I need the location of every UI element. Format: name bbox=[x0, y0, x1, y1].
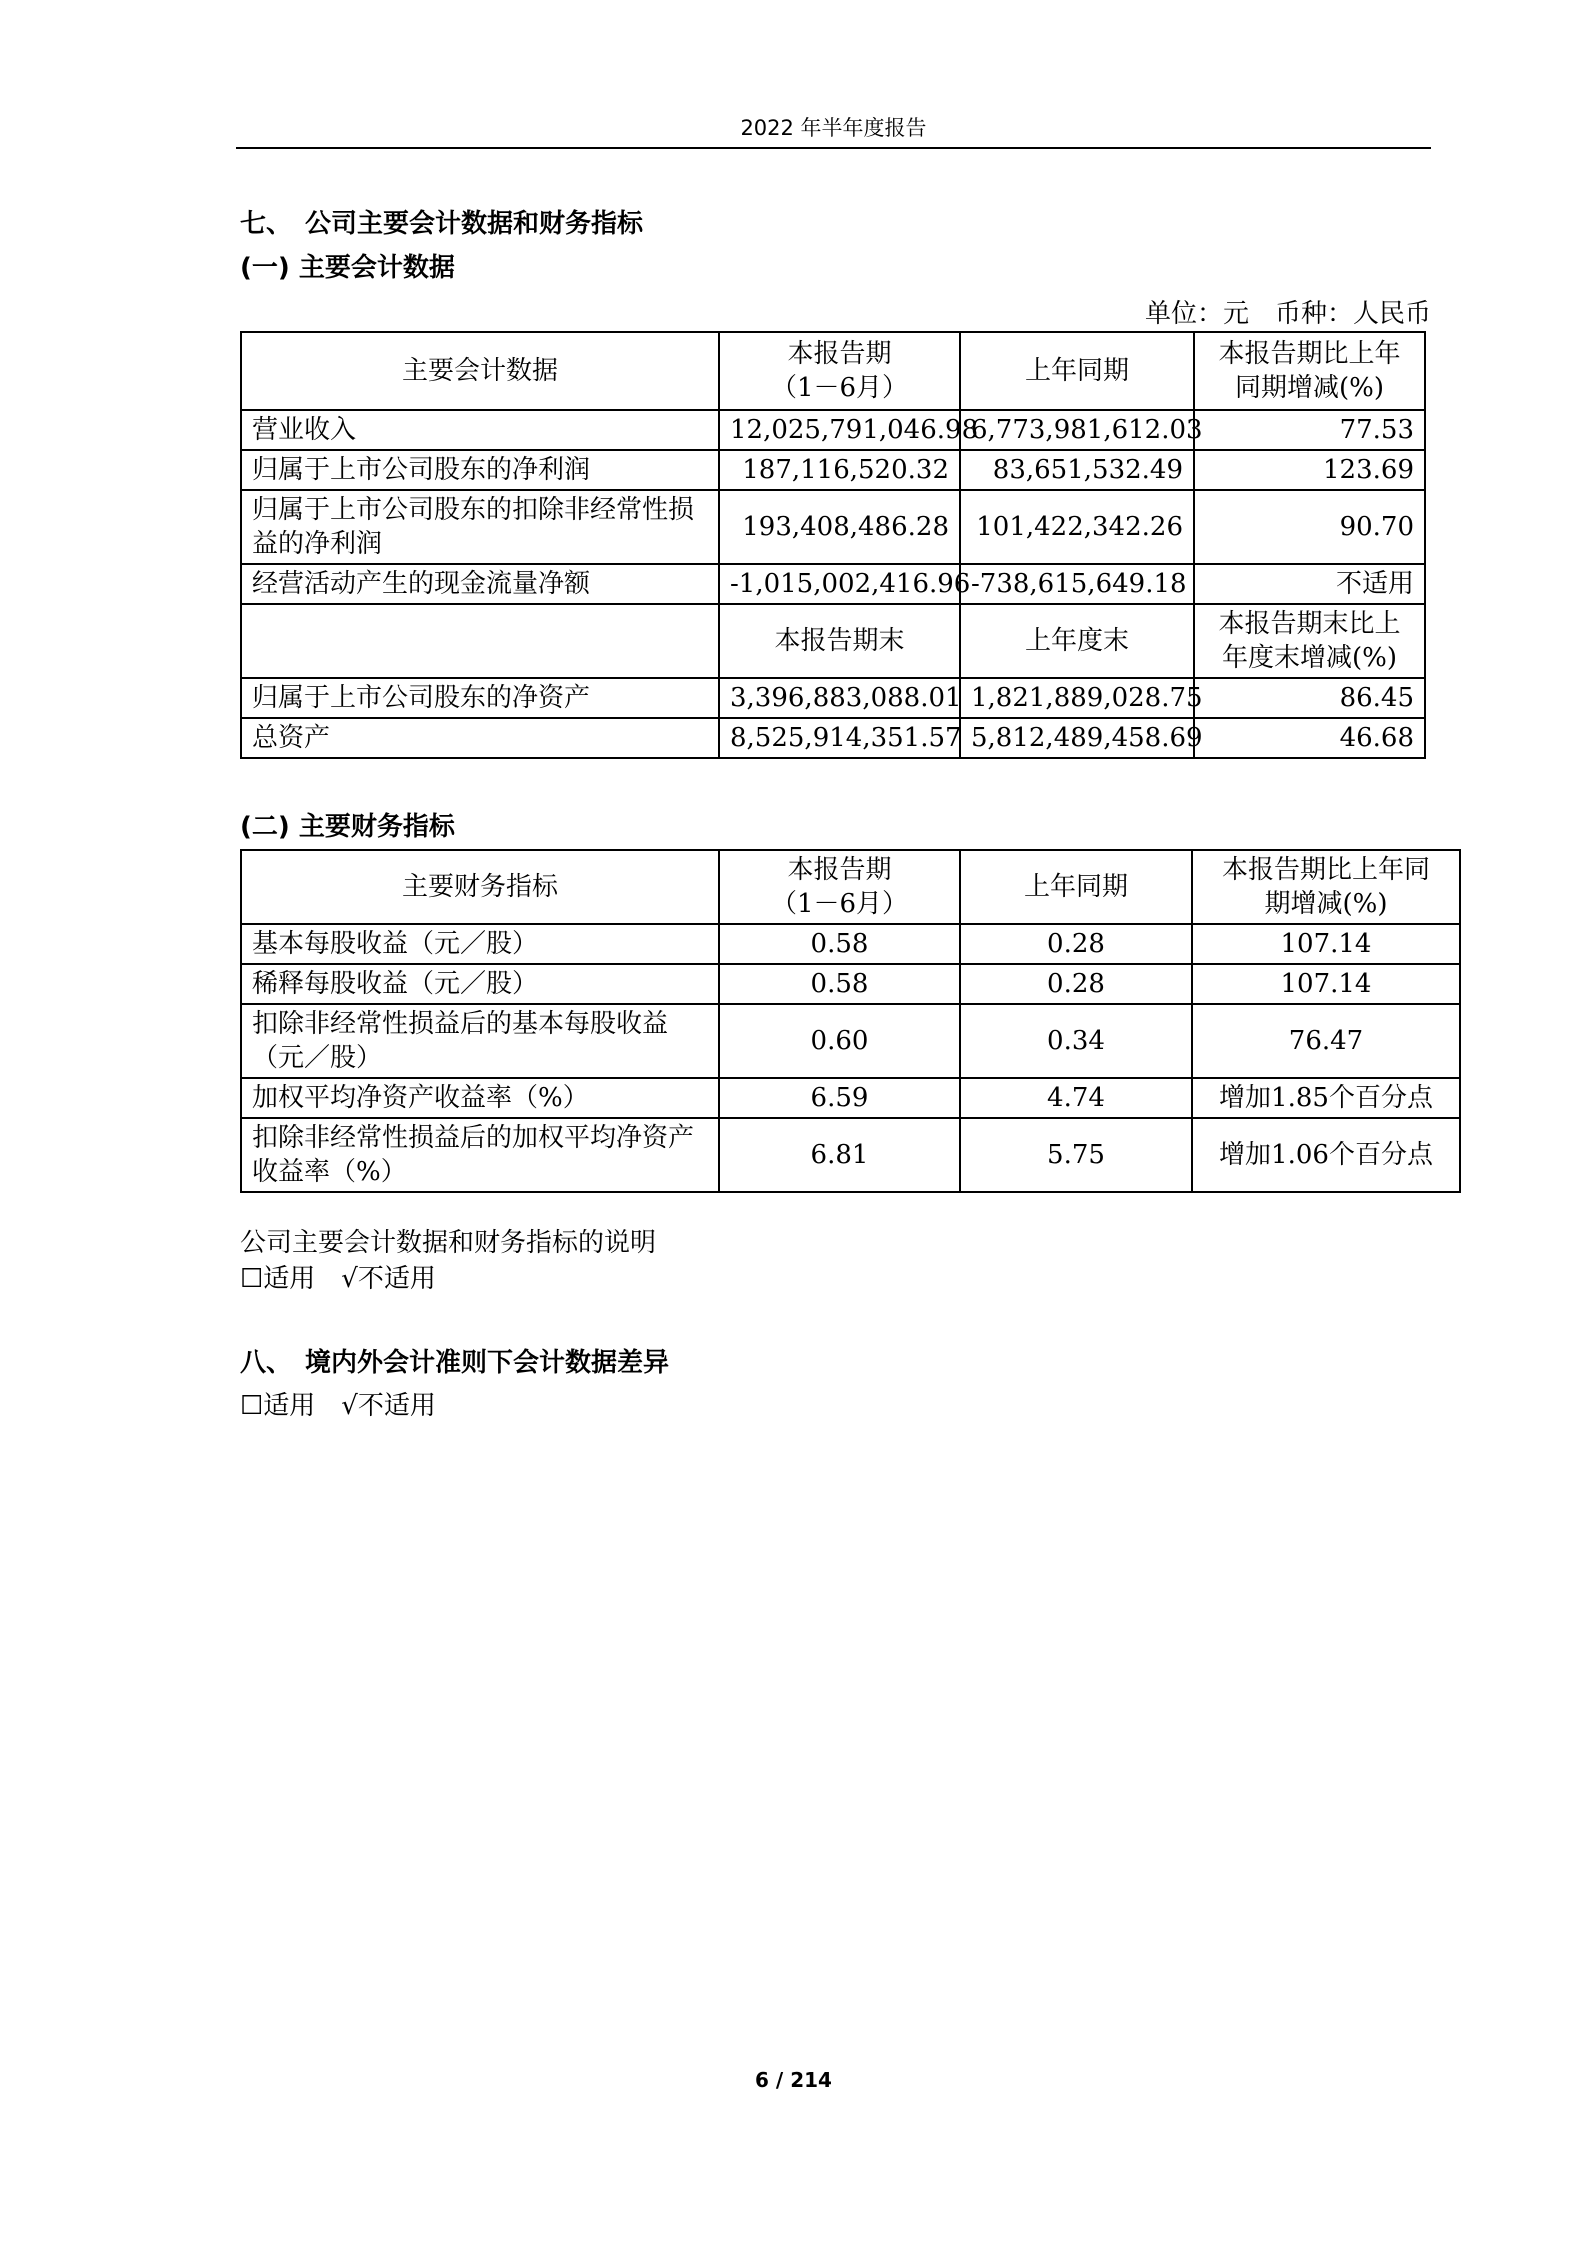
col-header-prior: 上年同期 bbox=[960, 850, 1192, 924]
row-change: 86.45 bbox=[1194, 678, 1425, 718]
row-change: 46.68 bbox=[1194, 718, 1425, 758]
row-change: 107.14 bbox=[1192, 924, 1460, 964]
row-current: 0.58 bbox=[719, 924, 960, 964]
table-row bbox=[241, 678, 1425, 718]
row-label: 归属于上市公司股东的扣除非经常性损益的净利润 bbox=[241, 490, 719, 564]
table-row bbox=[241, 924, 1460, 964]
col-header-change-line1: 本报告期比上年同 bbox=[1221, 855, 1430, 885]
row-change: 123.69 bbox=[1194, 450, 1425, 490]
row-current: -1,015,002,416.96 bbox=[719, 564, 960, 604]
row-change: 不适用 bbox=[1194, 564, 1425, 604]
col-header-current bbox=[719, 332, 960, 410]
col-header-current-line1: 本报告期 bbox=[787, 855, 892, 885]
row-change: 76.47 bbox=[1192, 1004, 1460, 1078]
row-label: 扣除非经常性损益后的基本每股收益（元／股） bbox=[241, 1004, 719, 1078]
col-header-current-line2: （1－6月） bbox=[770, 889, 909, 919]
row-label: 总资产 bbox=[241, 718, 719, 758]
row-label: 加权平均净资产收益率（%） bbox=[241, 1078, 719, 1118]
row-current: 12,025,791,046.98 bbox=[719, 410, 960, 450]
row-label: 扣除非经常性损益后的加权平均净资产收益率（%） bbox=[241, 1118, 719, 1192]
col-header-prior: 上年同期 bbox=[960, 332, 1194, 410]
table-row bbox=[241, 1004, 1460, 1078]
row-change: 77.53 bbox=[1194, 410, 1425, 450]
row-prior: 1,821,889,028.75 bbox=[960, 678, 1194, 718]
col-header-change-line2: 期增减(%) bbox=[1264, 889, 1388, 919]
table-header-row bbox=[241, 332, 1425, 410]
table-row bbox=[241, 1118, 1460, 1192]
row-current: 8,525,914,351.57 bbox=[719, 718, 960, 758]
report-header: 2022 年半年度报告 bbox=[740, 116, 927, 140]
table-row bbox=[241, 1078, 1460, 1118]
col-header-change-line1: 本报告期比上年 bbox=[1218, 339, 1401, 369]
row-change: 90.70 bbox=[1194, 490, 1425, 564]
row-prior: 83,651,532.49 bbox=[960, 450, 1194, 490]
row-label: 基本每股收益（元／股） bbox=[241, 924, 719, 964]
financial-indicators-table bbox=[240, 849, 1461, 1193]
table-row bbox=[241, 490, 1425, 564]
table-row bbox=[241, 410, 1425, 450]
row-change: 107.14 bbox=[1192, 964, 1460, 1004]
explanation-title: 公司主要会计数据和财务指标的说明 bbox=[240, 1228, 657, 1258]
subsection-2-heading: (二) 主要财务指标 bbox=[240, 812, 455, 842]
table-row bbox=[241, 718, 1425, 758]
row-prior: 0.28 bbox=[960, 924, 1192, 964]
row-prior: 4.74 bbox=[960, 1078, 1192, 1118]
col-header-change bbox=[1192, 850, 1460, 924]
col-header-current-line1: 本报告期 bbox=[787, 339, 892, 369]
section-7-heading: 七、 公司主要会计数据和财务指标 bbox=[240, 209, 644, 239]
row-prior: -738,615,649.18 bbox=[960, 564, 1194, 604]
explanation-options: ☐适用 √不适用 bbox=[240, 1264, 436, 1294]
page-number: 6 / 214 bbox=[755, 2068, 832, 2092]
row-current: 193,408,486.28 bbox=[719, 490, 960, 564]
col-header-change-line2: 同期增减(%) bbox=[1235, 373, 1384, 403]
row-current: 6.59 bbox=[719, 1078, 960, 1118]
col-header-change bbox=[1194, 332, 1425, 410]
subsection-1-heading: (一) 主要会计数据 bbox=[240, 253, 455, 283]
row-label: 经营活动产生的现金流量净额 bbox=[241, 564, 719, 604]
subheader-period-end: 本报告期末 bbox=[719, 604, 960, 678]
row-label: 归属于上市公司股东的净资产 bbox=[241, 678, 719, 718]
row-prior: 5.75 bbox=[960, 1118, 1192, 1192]
section-8-options: ☐适用 √不适用 bbox=[240, 1391, 436, 1421]
subheader-prior-year-end: 上年度末 bbox=[960, 604, 1194, 678]
row-prior: 5,812,489,458.69 bbox=[960, 718, 1194, 758]
table-subheader-row bbox=[241, 604, 1425, 678]
table-header-row bbox=[241, 850, 1460, 924]
section-8-heading: 八、 境内外会计准则下会计数据差异 bbox=[240, 1348, 670, 1378]
row-current: 187,116,520.32 bbox=[719, 450, 960, 490]
row-current: 3,396,883,088.01 bbox=[719, 678, 960, 718]
row-current: 6.81 bbox=[719, 1118, 960, 1192]
row-change: 增加1.06个百分点 bbox=[1192, 1118, 1460, 1192]
unit-note: 单位：元 币种：人民币 bbox=[1144, 299, 1431, 329]
header-divider bbox=[236, 147, 1431, 149]
table-row bbox=[241, 450, 1425, 490]
row-current: 0.58 bbox=[719, 964, 960, 1004]
row-label: 营业收入 bbox=[241, 410, 719, 450]
row-prior: 101,422,342.26 bbox=[960, 490, 1194, 564]
row-label: 稀释每股收益（元／股） bbox=[241, 964, 719, 1004]
col-header-item: 主要会计数据 bbox=[241, 332, 719, 410]
col-header-current-line2: （1－6月） bbox=[770, 373, 909, 403]
row-prior: 6,773,981,612.03 bbox=[960, 410, 1194, 450]
table-row bbox=[241, 564, 1425, 604]
subheader-change-line1: 本报告期末比上 bbox=[1218, 609, 1401, 639]
row-change: 增加1.85个百分点 bbox=[1192, 1078, 1460, 1118]
row-current: 0.60 bbox=[719, 1004, 960, 1078]
accounting-data-table bbox=[240, 331, 1426, 759]
row-prior: 0.34 bbox=[960, 1004, 1192, 1078]
col-header-current bbox=[719, 850, 960, 924]
row-prior: 0.28 bbox=[960, 964, 1192, 1004]
col-header-item: 主要财务指标 bbox=[241, 850, 719, 924]
table-row bbox=[241, 964, 1460, 1004]
subheader-change bbox=[1194, 604, 1425, 678]
subheader-change-line2: 年度末增减(%) bbox=[1222, 643, 1397, 673]
subheader-item bbox=[241, 604, 719, 678]
row-label: 归属于上市公司股东的净利润 bbox=[241, 450, 719, 490]
